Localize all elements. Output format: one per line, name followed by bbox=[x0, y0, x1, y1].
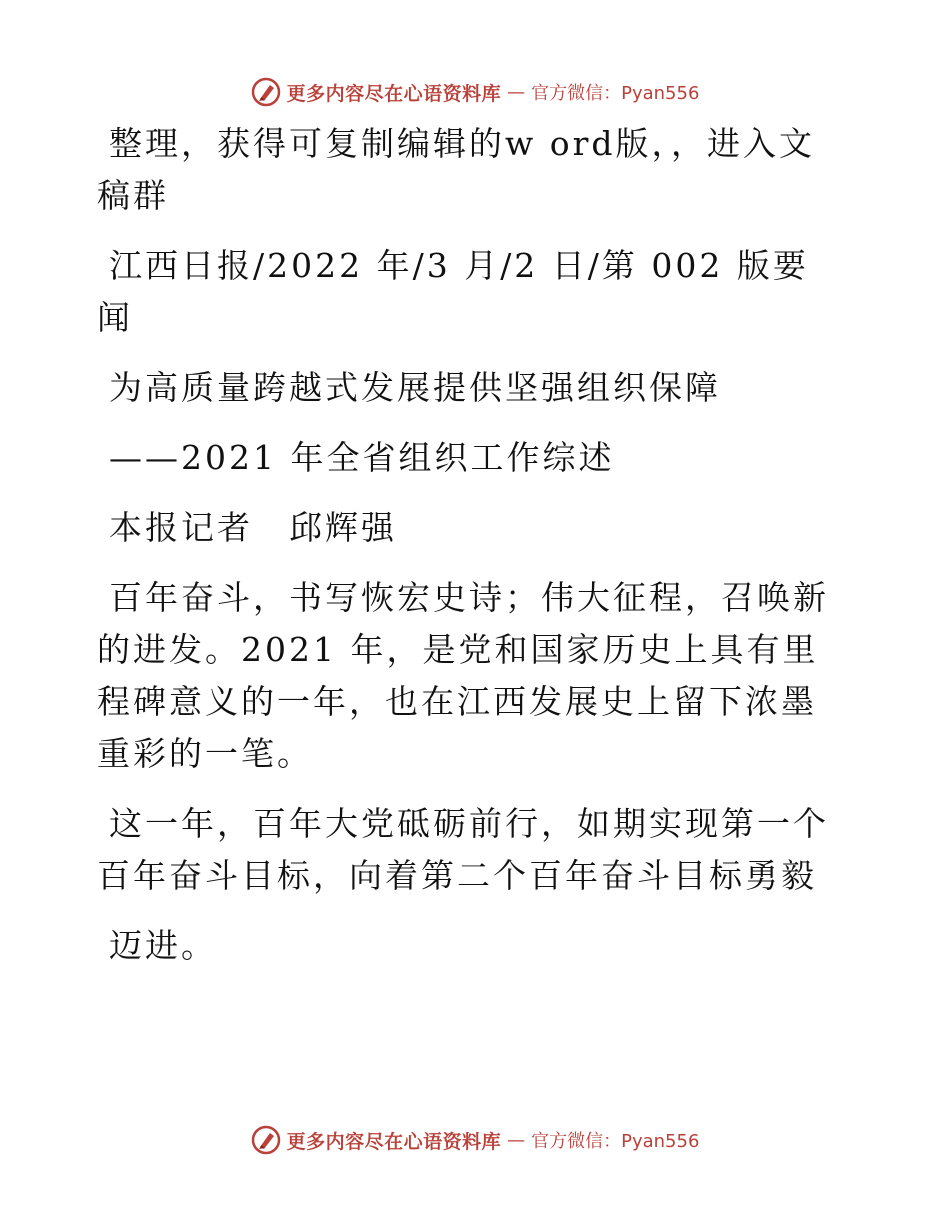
paragraph-intro-note: 整理，获得可复制编辑的w ord版，，进入文稿群 bbox=[97, 124, 816, 215]
pen-nib-logo-icon bbox=[251, 1125, 281, 1155]
pen-nib-logo-icon bbox=[251, 77, 281, 107]
watermark-wechat-text: 官方微信：Pyan556 bbox=[531, 1131, 700, 1152]
article-title: 为高质量跨越式发展提供坚强组织保障 bbox=[109, 368, 721, 407]
watermark-separator: — bbox=[507, 1129, 526, 1151]
paragraph-body-2: 这一年，百年大党砥砺前行，如期实现第一个百年奋斗目标，向着第二个百年奋斗目标勇毅 bbox=[97, 804, 829, 895]
watermark-separator: — bbox=[507, 81, 526, 103]
watermark-site-text: 更多内容尽在心语资料库 bbox=[286, 1130, 502, 1153]
footer-watermark bbox=[0, 1120, 950, 1160]
paragraph-body-3: 迈进。 bbox=[109, 926, 217, 965]
header-watermark bbox=[0, 72, 950, 112]
watermark-wechat-text: 官方微信：Pyan556 bbox=[531, 83, 700, 104]
paragraph-body-1: 百年奋斗，书写恢宏史诗；伟大征程，召唤新的进发。2021 年，是党和国家历史上具有里程碑意义的一年，也在江西发展史上留下浓墨重彩的一笔。 bbox=[97, 578, 829, 773]
article-byline: 本报记者 邱辉强 bbox=[109, 508, 397, 547]
watermark-site-text: 更多内容尽在心语资料库 bbox=[286, 82, 502, 105]
article-subtitle: ——2021 年全省组织工作综述 bbox=[109, 438, 615, 477]
paragraph-source-line: 江西日报/2022 年/3 月/2 日/第 002 版要闻 bbox=[97, 246, 809, 337]
document-body bbox=[97, 118, 837, 990]
